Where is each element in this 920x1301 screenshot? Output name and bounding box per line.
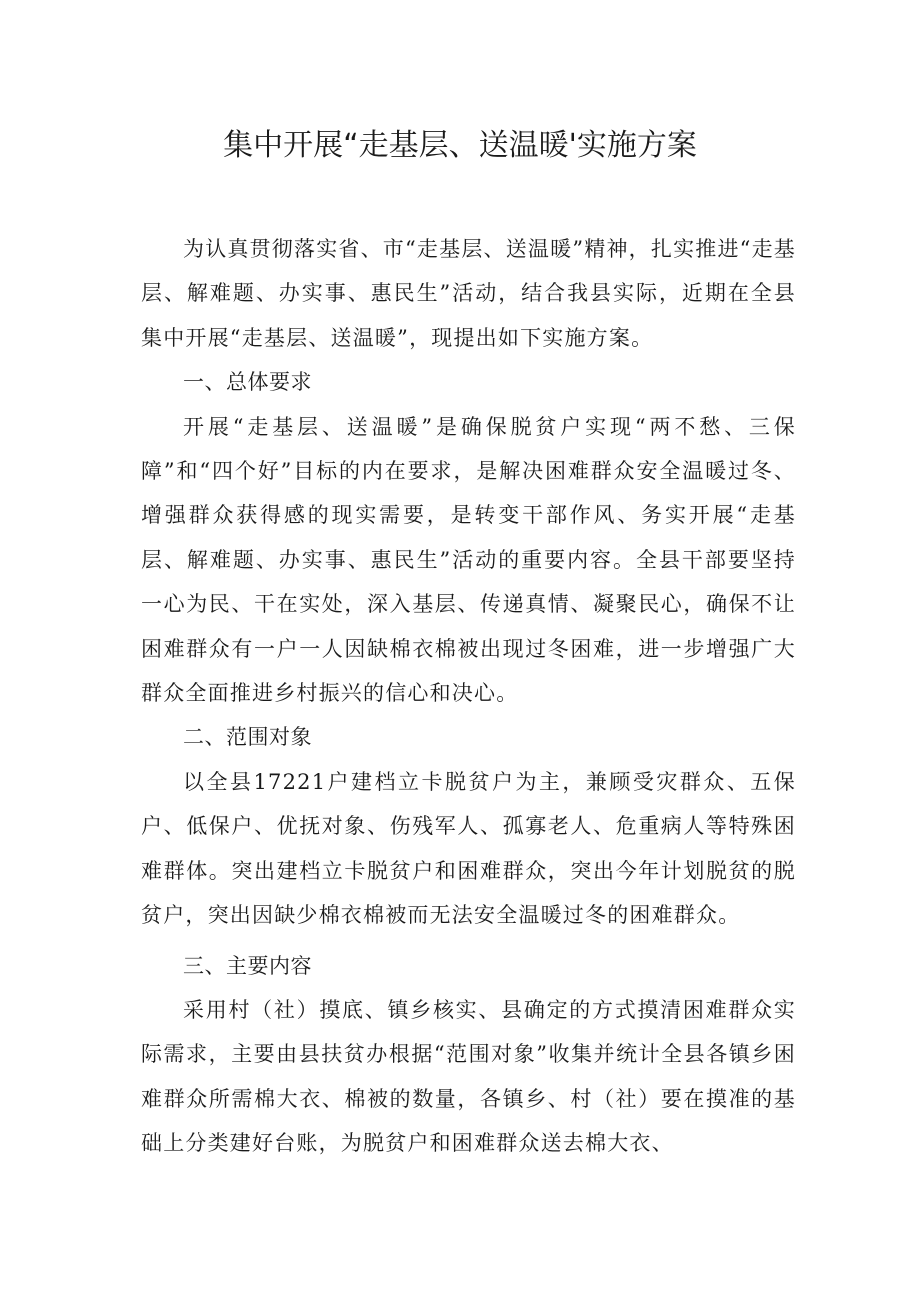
document-title: 集中开展“走基层、送温暖'实施方案: [223, 128, 697, 163]
section-heading-general-requirements: 一、总体要求: [183, 370, 312, 395]
section-heading-scope: 二、范围对象: [183, 725, 312, 750]
section-heading-main-content: 三、主要内容: [183, 953, 312, 978]
section-body-main-content: 采用村（社）摸底、镇乡核实、县确定的方式摸清困难群众实际需求，主要由县扶贫办根据“范围对象”收集并统计全县各镇乡困难群众所需棉大衣、棉被的数量，各镇乡、村（社）要在摸准的基础上分类建好台账，为脱贫户和困难群众送去棉大衣、: [141, 997, 796, 1156]
intro-paragraph: 为认真贯彻落实省、市“走基层、送温暖”精神，扎实推进“走基层、解难题、办实事、惠民生”活动，结合我县实际，近期在全县集中开展“走基层、送温暖”，现提出如下实施方案。: [141, 237, 797, 350]
section-body-general-requirements: 开展“走基层、送温暖”是确保脱贫户实现“两不愁、三保障”和“四个好”目标的内在要求，是解决困难群众安全温暖过冬、增强群众获得感的现实需要，是转变干部作风、务实开展“走基层、解难题、办实事、惠民生”活动的重要内容。全县干部要坚持一心为民、干在实处，深入基层、传递真情、凝聚民心，确保不让困难群众有一户一人因缺棉衣棉被出现过冬困难，进一步增强广大群众全面推进乡村振兴的信心和决心。: [141, 414, 796, 706]
document-body: [141, 227, 796, 1166]
section-body-scope: 以全县17221户建档立卡脱贫户为主，兼顾受灾群众、五保户、低保户、优抚对象、伤残军人、孤寡老人、危重病人等特殊困难群体。突出建档立卡脱贫户和困难群众，突出今年计划脱贫的脱贫户，突出因缺少棉衣棉被而无法安全温暖过冬的困难群众。: [141, 769, 796, 928]
